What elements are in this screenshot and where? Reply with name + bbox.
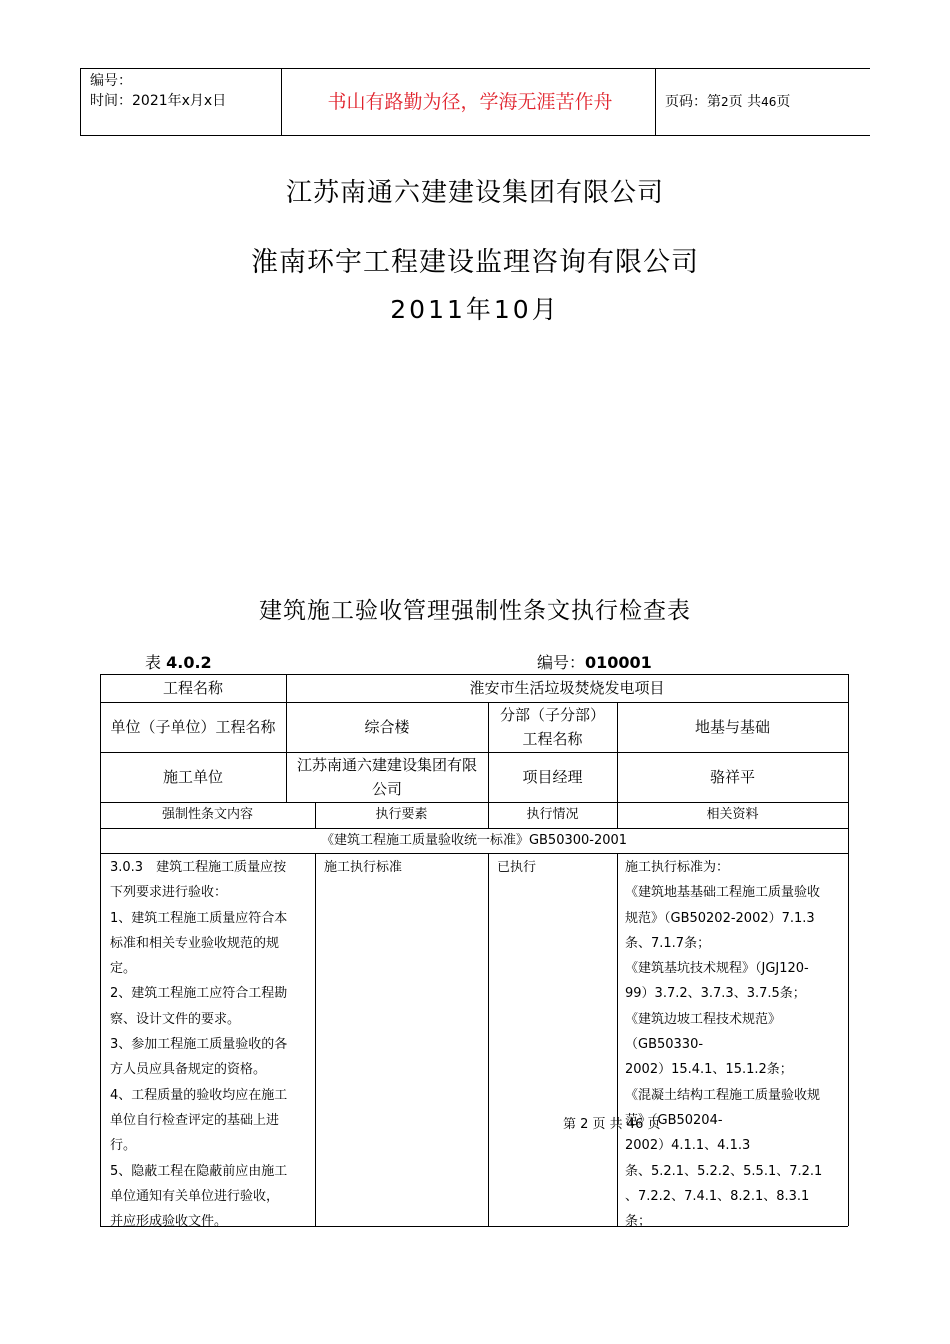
docs-line: 规范》（GB50202-2002）7.1.3 xyxy=(625,910,815,926)
docs-line: 2002）15.4.1、15.1.2条； xyxy=(625,1062,793,1078)
form-title: 建筑施工验收管理强制性条文执行检查表 xyxy=(259,598,691,624)
clause-line: 行。 xyxy=(110,1138,137,1154)
page-total: 46 xyxy=(761,95,777,109)
clause-content xyxy=(110,855,310,1234)
execution-status: 已执行 xyxy=(497,860,537,875)
docs-line: 《建筑基坑技术规程》（JGJ120- xyxy=(625,961,809,977)
execution-element: 施工执行标准 xyxy=(324,860,403,875)
table-rule xyxy=(488,853,489,1226)
docs-line: 施工执行标准为： xyxy=(625,860,730,875)
docs-line: 《混凝土结构工程施工质量验收规 xyxy=(625,1087,821,1103)
document-date: 2011年10月 xyxy=(390,295,560,324)
file-number xyxy=(537,650,652,673)
page-indicator xyxy=(665,69,790,135)
header-divider xyxy=(281,69,282,135)
clause-line: 1、建筑工程施工质量应符合本 xyxy=(110,910,288,926)
docs-line: （GB50330- xyxy=(625,1037,704,1053)
supervisor-company-title: 淮南环宇工程建设监理咨询有限公司 xyxy=(251,247,699,278)
page-footer: 第 2 页 共 46 页 xyxy=(563,1117,661,1132)
clause-line: 标准和相关专业验收规范的规 xyxy=(110,935,280,951)
page-prefix: 页码：第 xyxy=(665,94,721,110)
contractor-value: 江苏南通六建建设集团有限公司 xyxy=(296,756,477,798)
docs-line: 条、5.2.1、5.2.2、5.5.1、7.2.1 xyxy=(625,1163,823,1179)
docs-line: 《建筑边坡工程技术规范》 xyxy=(625,1011,782,1027)
docs-line: 、7.2.2、7.4.1、8.2.1、8.3.1 xyxy=(625,1188,810,1204)
col-clause-header: 强制性条文内容 xyxy=(161,807,253,822)
file-label: 编号： xyxy=(537,653,586,672)
standard-row: 《建筑工程施工质量验收统一标准》GB50300-2001 xyxy=(320,832,628,848)
table-number xyxy=(145,650,212,673)
unit-label: 单位（子单位）工程名称 xyxy=(110,718,276,736)
table-label: 表 xyxy=(145,653,162,672)
clause-line: 4、工程质量的验收均应在施工 xyxy=(110,1087,288,1103)
docs-line: 范》（GB50204- xyxy=(625,1112,723,1128)
motto: 书山有路勤为径，学海无涯苦作舟 xyxy=(327,91,613,113)
time-label: 时间：2021年x月x日 xyxy=(90,93,227,109)
division-value: 地基与基础 xyxy=(694,718,770,736)
related-documents xyxy=(625,855,845,1234)
clause-line: 下列要求进行验收： xyxy=(110,885,228,901)
table-no: 4.0.2 xyxy=(166,653,212,672)
page-suffix: 页 xyxy=(776,94,791,110)
docs-line: 条、7.1.7条； xyxy=(625,935,711,951)
clause-line: 单位通知有关单位进行验收， xyxy=(110,1188,280,1204)
division-label: 分部（子分部）工程名称 xyxy=(499,706,605,748)
page-mid: 页 共 xyxy=(728,94,762,110)
docs-line: 2002）4.1.1、4.1.3 xyxy=(625,1138,751,1154)
manager-value: 骆祥平 xyxy=(709,768,755,786)
clause-line: 单位自行检查评定的基础上进 xyxy=(110,1112,280,1128)
clause-line: 察、设计文件的要求。 xyxy=(110,1011,241,1027)
clause-line: 方人员应具备规定的资格。 xyxy=(110,1062,267,1078)
table-rule xyxy=(617,853,618,1226)
project-name-value: 淮安市生活垃圾焚烧发电项目 xyxy=(469,679,665,697)
header-divider xyxy=(655,69,656,135)
clause-line: 3.0.3 建筑工程施工质量应按 xyxy=(110,860,287,875)
col-element-header: 执行要素 xyxy=(375,807,428,822)
clause-line: 3、参加工程施工质量验收的各 xyxy=(110,1037,288,1053)
table-rule xyxy=(100,853,848,854)
docs-line: 条； xyxy=(625,1214,652,1230)
unit-value: 综合楼 xyxy=(364,718,410,736)
table-rule xyxy=(848,674,849,1226)
clause-line: 2、建筑工程施工应符合工程勘 xyxy=(110,986,288,1002)
col-status-header: 执行情况 xyxy=(526,807,579,822)
header-divider xyxy=(80,69,81,135)
header-meta xyxy=(90,71,226,111)
col-docs-header: 相关资料 xyxy=(706,807,759,822)
clause-line: 定。 xyxy=(110,961,137,977)
clause-line: 5、隐蔽工程在隐蔽前应由施工 xyxy=(110,1163,288,1179)
manager-label: 项目经理 xyxy=(522,768,583,786)
contractor-label: 施工单位 xyxy=(162,768,223,786)
number-label: 编号： xyxy=(90,73,132,89)
contractor-company-title: 江苏南通六建建设集团有限公司 xyxy=(285,178,664,208)
table-rule xyxy=(315,853,316,1226)
docs-line: 99）3.7.2、3.7.3、3.7.5条； xyxy=(625,986,806,1002)
page-current: 2 xyxy=(721,95,729,109)
project-name-label: 工程名称 xyxy=(162,679,223,697)
clause-line: 并应形成验收文件。 xyxy=(110,1214,228,1230)
document-header xyxy=(80,68,870,136)
docs-line: 《建筑地基基础工程施工质量验收 xyxy=(625,885,821,901)
file-no: 010001 xyxy=(585,653,652,672)
